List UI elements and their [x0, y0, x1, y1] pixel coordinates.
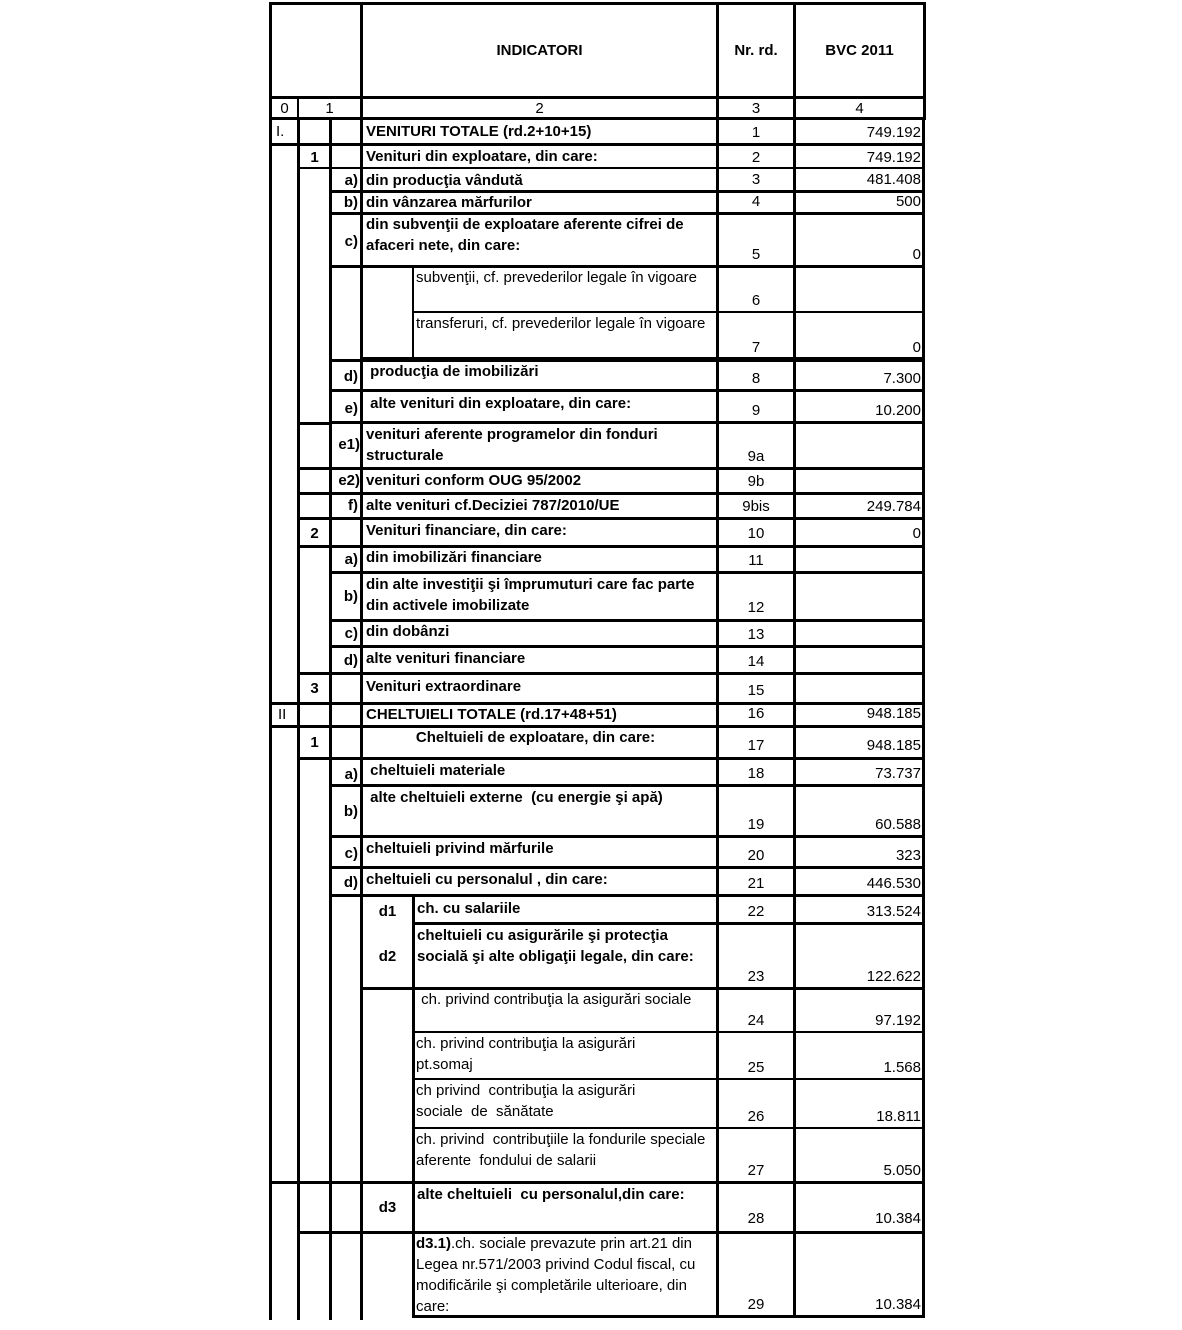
col-number-2: 2 [535, 100, 544, 117]
row-label: din subvenţii de exploatare aferente cifrei de afaceri nete, din care: [366, 216, 684, 254]
row-label: din imobilizări financiare [366, 549, 542, 566]
row-value: 948.185 [866, 705, 921, 722]
row-nr: 1 [751, 124, 761, 141]
row-num: 1 [310, 734, 319, 751]
row-value: 749.192 [866, 124, 921, 141]
row-num: 2 [310, 525, 319, 542]
row-letter: a) [344, 766, 358, 783]
col-number-4: 4 [855, 100, 864, 117]
row-value: 5.050 [883, 1162, 921, 1179]
row-label: VENITURI TOTALE (rd.2+10+15) [366, 123, 592, 140]
row-nr: 4 [751, 193, 761, 210]
row-roman: II [278, 706, 287, 723]
row-label: venituri aferente programelor din fonduri structurale [366, 426, 658, 464]
row-label: alte venituri din exploatare, din care: [366, 395, 632, 412]
row-value: 7.300 [883, 370, 921, 387]
row-label: Cheltuieli de exploatare, din care: [415, 729, 656, 746]
row-nr: 24 [747, 1012, 765, 1029]
row-nr: 15 [747, 682, 765, 699]
row-nr: 14 [747, 653, 765, 670]
row-num: 3 [310, 680, 319, 697]
row-value: 10.384 [875, 1296, 921, 1313]
row-value: 749.192 [866, 149, 921, 166]
row-label: producţia de imobilizări [366, 363, 539, 380]
row-nr: 8 [751, 370, 761, 387]
col-number-1: 1 [325, 100, 334, 117]
row-label: alte cheltuieli externe (cu energie şi apă) [366, 789, 663, 806]
row-label: cheltuieli privind mărfurile [366, 840, 554, 857]
row-label: venituri conform OUG 95/2002 [366, 472, 582, 489]
row-value: 122.622 [866, 968, 921, 985]
row-label-text: .ch. sociale prevazute prin art.21 din Legea nr.571/2003 privind Codul fiscal, cu modificările şi completările ulterioare, din care: [416, 1235, 696, 1315]
row-label: ch privind contribuţia la asigurări sociale de sănătate [416, 1082, 640, 1120]
row-letter: d) [343, 368, 358, 385]
row-nr: 29 [747, 1296, 765, 1313]
row-nr: 26 [747, 1108, 765, 1125]
row-label: din alte investiţii şi împrumuturi care fac parte din activele imobilizate [366, 576, 695, 614]
row-subcode: d1 [378, 903, 397, 920]
row-letter: a) [344, 172, 358, 189]
row-letter: a) [344, 551, 358, 568]
row-nr: 27 [747, 1162, 765, 1179]
row-subcode: d3 [378, 1199, 397, 1216]
row-value: 500 [895, 193, 921, 210]
row-letter: c) [344, 625, 358, 642]
row-nr: 9a [747, 448, 765, 465]
row-letter: c) [344, 233, 358, 250]
row-label: ch. privind contribuţia la asigurări sociale [417, 991, 692, 1008]
row-nr: 28 [747, 1210, 765, 1227]
row-label: cheltuieli cu asigurările şi protecţia socială şi alte obligaţii legale, din care: [417, 927, 694, 965]
row-value: 481.408 [866, 171, 921, 188]
row-label: cheltuieli materiale [366, 762, 506, 779]
row-label: Venituri extraordinare [366, 678, 522, 695]
row-label: ch. cu salariile [417, 900, 521, 917]
row-nr: 10 [747, 525, 765, 542]
row-value: 249.784 [866, 498, 921, 515]
row-label-prefix: d3.1) [416, 1235, 452, 1252]
row-num: 1 [310, 149, 319, 166]
row-label: cheltuieli cu personalul , din care: [366, 871, 608, 888]
row-nr: 23 [747, 968, 765, 985]
row-label: ch. privind contribuţia la asigurări pt.somaj [416, 1035, 636, 1073]
row-value: 1.568 [883, 1059, 921, 1076]
row-value: 446.530 [866, 875, 921, 892]
row-label: Venituri din exploatare, din care: [366, 148, 598, 165]
row-letter: b) [343, 803, 358, 820]
row-nr: 9 [751, 402, 761, 419]
row-nr: 20 [747, 847, 765, 864]
row-letter: d) [343, 874, 358, 891]
row-value: 18.811 [876, 1108, 921, 1125]
row-nr: 6 [751, 292, 761, 309]
row-nr: 18 [747, 765, 765, 782]
row-nr: 11 [748, 552, 764, 569]
row-nr: 25 [747, 1059, 765, 1076]
row-value: 60.588 [875, 816, 921, 833]
row-label: din dobânzi [366, 623, 450, 640]
row-nr: 17 [747, 737, 765, 754]
row-label: CHELTUIELI TOTALE (rd.17+48+51) [366, 706, 617, 723]
header-bvc: BVC 2011 [825, 42, 894, 59]
row-letter: e) [344, 400, 358, 417]
row-letter: f) [348, 497, 358, 514]
row-label: din producţia vândută [366, 172, 523, 189]
row-nr: 3 [751, 171, 761, 188]
col-number-0: 0 [280, 100, 289, 117]
row-nr: 13 [747, 626, 765, 643]
row-nr: 16 [747, 705, 765, 722]
row-nr: 9b [747, 473, 765, 490]
row-subcode: d2 [378, 948, 397, 965]
row-label: alte cheltuieli cu personalul,din care: [417, 1186, 685, 1203]
row-roman: I. [276, 123, 285, 140]
header-indicatori: INDICATORI [496, 42, 583, 59]
row-value: 10.384 [875, 1210, 921, 1227]
row-nr: 12 [747, 599, 765, 616]
row-value: 0 [912, 339, 921, 356]
row-nr: 21 [747, 875, 765, 892]
row-label: transferuri, cf. prevederilor legale în vigoare [416, 315, 706, 332]
row-value: 323 [895, 847, 921, 864]
row-label: ch. privind contribuţiile la fondurile speciale aferente fondului de salarii [416, 1131, 710, 1169]
row-value: 10.200 [875, 402, 921, 419]
row-nr: 19 [747, 816, 765, 833]
row-letter: e1) [338, 436, 360, 453]
row-value: 948.185 [866, 737, 921, 754]
row-nr: 2 [751, 149, 761, 166]
row-nr: 5 [751, 246, 761, 263]
row-value: 313.524 [866, 903, 921, 920]
row-nr: 22 [747, 903, 765, 920]
row-value: 97.192 [875, 1012, 921, 1029]
row-nr: 7 [751, 339, 761, 356]
row-value: 73.737 [875, 765, 921, 782]
row-letter: c) [344, 845, 358, 862]
row-label: alte venituri financiare [366, 650, 526, 667]
row-label [416, 1233, 716, 1317]
row-letter: b) [343, 194, 358, 211]
row-letter: d) [343, 652, 358, 669]
row-value: 0 [912, 525, 921, 542]
row-nr: 9bis [742, 498, 770, 515]
row-value: 0 [912, 246, 921, 263]
row-label: Venituri financiare, din care: [366, 522, 567, 539]
row-label: subvenţii, cf. prevederilor legale în vigoare [416, 269, 697, 286]
row-letter: e2) [338, 472, 360, 489]
row-letter: b) [343, 588, 358, 605]
row-label: alte venituri cf.Deciziei 787/2010/UE [366, 497, 620, 514]
header-nr-rd: Nr. rd. [734, 42, 778, 59]
row-label: din vânzarea mărfurilor [366, 194, 532, 211]
col-number-3: 3 [751, 100, 761, 117]
